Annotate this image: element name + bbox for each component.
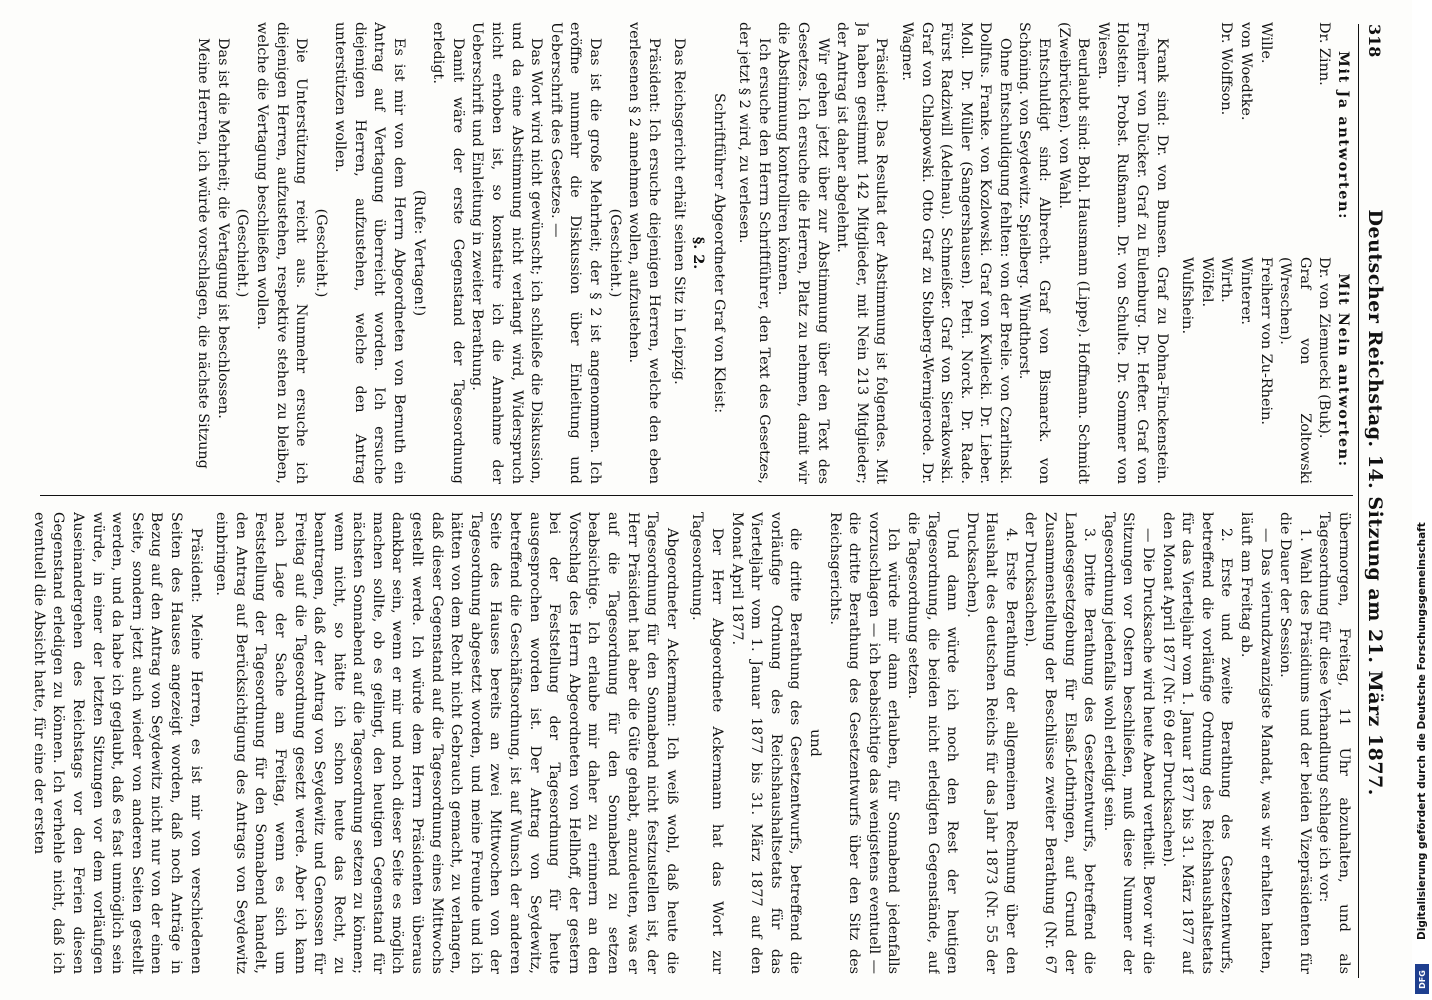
stage-direction: (Geschieht.) xyxy=(312,208,329,298)
praesident-result: Präsident: Das Resultat der Abstimmung ist folgendes. Mit Ja haben gestimmt 142 Mitglieder, mit Nein 213 Mitglieder; der Antrag ist daher abgelehnt. xyxy=(834,22,890,484)
paragraph-text: übermorgen, Freitag, 11 Uhr abzuhalten, und als Tagesordnung für diese Verhandlung schlage ich vor: xyxy=(1316,512,1352,974)
vote-name: Winterer. xyxy=(1238,257,1255,325)
dfg-logo-text: DFG xyxy=(1417,969,1427,989)
paragraph-text: Wir gehen jetzt über zur Abstimmung über den Text des Gesetzes. Ich ersuche die Herren, Platz zu nehmen, damit wir die Abstimmung kontrolliren können. xyxy=(775,22,831,484)
vote-name: Wulfshein. xyxy=(1179,257,1196,335)
vote-lists xyxy=(1177,22,1353,484)
praesident-paragraph: Präsident: Ich ersuche diejenigen Herren, welche den eben verlesenen § 2 annehmen wollen, aufzustehen. xyxy=(626,22,662,484)
dfg-logo xyxy=(1415,964,1429,994)
entschuldigt-paragraph: Entschuldigt sind: Albrecht. Graf von Bismarck. von Schöning. von Seydewitz. Spielberg. Windthorst. xyxy=(1016,22,1053,484)
paragraph-text: Die Unterstützung reicht aus. Nunmehr ersuche ich diejenigen Herren, aufzustehen, respektive stehen zu bleiben, welche die Vertagung beschließen wollen. xyxy=(253,22,310,484)
paragraph-text: Und dann würde ich noch den Rest der heutigen Tagesordnung, die beiden nicht erledigten Gegenstände, auf die Tagesordnung setzen. xyxy=(904,512,961,974)
page-number: 318 xyxy=(1364,24,1384,58)
agenda-item: 2. Erste und zweite Berathung des Gesetzentwurfs, betreffend die vorläufige Ordnung des Reichshaushaltsetats für das Vierteljahr vom 1. Januar 1877 bis 31. März 1877 auf den Monat April 1877 (Nr. 69 der Drucksachen). xyxy=(1159,512,1235,974)
agenda-item: 1. Wahl des Präsidiums und der beiden Vizepräsidenten für die Dauer der Session. xyxy=(1277,512,1313,974)
paragraph-text: Damit wäre der erste Gegenstand der Tagesordnung erledigt. xyxy=(430,22,466,484)
column-divider xyxy=(40,495,1353,496)
section-number: §. 2. xyxy=(690,236,707,270)
votes-no-heading: Mit Nein antworten: xyxy=(1335,273,1352,468)
beurlaubt-paragraph: Beurlaubt sind: Bohl. Hausmann (Lippe). Hoffmann. Schmidt (Zweibrücken). von Wahl. xyxy=(1055,22,1092,484)
votes-no xyxy=(1177,257,1353,484)
krank-paragraph: Krank sind: Dr. von Bunsen. Graf zu Dohna-Finckenstein. Freiherr von Dücker. Graf zu Eulenburg. Dr. Hefter. Graf von Holstein. Probst. Rußmann. Dr. von Schulte. Dr. Sommer von Wiesen. xyxy=(1094,22,1170,484)
paragraph-text: Das ist die Mehrheit; die Vertagung ist beschlossen. xyxy=(214,38,231,419)
speech-ackermann: Abgeordneter Ackermann: Ich weiß wohl, daß heute die Tagesordnung für den Sonnabend nicht festzustellen ist, der Herr Präsident hat aber die Güte gehabt, anzudeuten, was er auf die Tagesordnung für den Sonnabend zu setzen beabsichtige. Ich erlaube mir daher zu erinnern an den Vorschlag des Herrn Abgeordneten von Hellhoff, der gestern bei der Feststellung der Tagesordnung für heute ausgesprochen worden ist. Der Antrag von Seydewitz, betreffend die Geschäftsordnung, ist auf Wunsch der anderen Seite des Hauses bereits an zwei Mittwochen von der Tagesordnung abgesetzt worden, und meine Freunde und ich hätten von dem Recht nicht Gebrauch gemacht, zu verlangen, daß dieser Gegenstand auf die Tagesordnung eines Mittwochs gestellt werde. Ich würde dem Herrn Präsidenten überaus dankbar sein, wenn er mir und noch dieser Seite es möglich machen sollte, ob es gelingt, den heutigen Gegenstand für nächsten Sonnabend auf die Tagesordnung setzen zu können; wenn nicht, so hätte ich schon heute das Recht, zu beantragen, daß der Antrag von Seydewitz und Genossen für Freitag auf die Tagesordnung gesetzt werde. Aber ich kann nach Lage der Sache am Freitag, wenn es sich um Feststellung der Tagesordnung für den Sonnabend handelt, den Antrag auf Berücksichtigung des Antrags von Seydewitz einbringen. xyxy=(213,512,680,974)
vote-name: Dr. Wolffson. xyxy=(1218,22,1235,116)
speech-praesident: Präsident: Meine Herren, es ist mir von verschiedenen Seiten des Hauses angezeigt worden, daß noch Anträge in Bezug auf den Antrag von Seydewitz nicht nur von der einen Seite, sondern jetzt auch wieder von anderen Seiten gestellt werden, und da habe ich geglaubt, daß es fast unmöglich sein würde, in einer der letzten Sitzungen vor dem vorläufigen Auseinandergehen des Reichstags vor den Ferien diesen Gegenstand erledigen zu können. Ich verhehle nicht, daß ich eventuell die Absicht hatte, für eine der ersten xyxy=(30,512,204,974)
vote-name: Dr. von Ziemuecki (Buk). xyxy=(1316,257,1333,439)
paragraph-text: Der Herr Abgeordnete Ackermann hat das Wort zur Tagesordnung. xyxy=(689,512,725,974)
agenda-item: 3. Dritte Berathung des Gesetzentwurfs, betreffend die Landesgesetzgebung für Elsaß-Lothringen, auf Grund der Zusammenstellung der Beschlüsse zweiter Berathung (Nr. 67 der Drucksachen). xyxy=(1022,512,1098,974)
left-column xyxy=(8,22,1353,484)
digitization-sidebar xyxy=(1412,0,1432,1000)
page-title: Deutscher Reichstag. 14. Sitzung am 21. März 1877. xyxy=(1363,209,1386,796)
vote-name xyxy=(1275,22,1295,249)
stage-direction: (Geschieht.) xyxy=(234,208,251,298)
paragraph-text: Ich würde mir dann erlauben, für Sonnabend jedenfalls vorzuschlagen — ich beabsichtige das wenigstens eventuell — die dritte Berathung des Gesetzentwurfs über den Sitz des Reichsgerichts. xyxy=(826,512,902,974)
paragraph-text: Es ist mir von dem Herrn Abgeordneten von Bernuth ein Antrag auf Vertagung überreicht worden. Ich ersuche diejenigen Herren, aufzustehen, welche den Antrag unterstützen wollen. xyxy=(332,22,408,484)
ohne-entschuldigung-paragraph: Ohne Entschuldigung fehlten: von der Brelie. von Czarlinski. Dollfus. Franke. von Kozlowski. Graf von Kwilecki. Dr. Lieber. Moll. Dr. Müller (Sangershausen). Petri. Norck. Dr. Rade. Fürst Radziwill (Adelnau). Schmeißer. Graf von Sierakowski. Graf von Chlapowski. Otto Graf zu Stolberg-Wernigerode. Dr. Wagner. xyxy=(898,22,1013,484)
vote-name: Freiherr von Zu-Rhein. xyxy=(1257,257,1274,425)
stage-direction: (Geschieht.) xyxy=(606,208,623,298)
vote-name: Wille. xyxy=(1257,22,1274,64)
paragraph-text: Meine Herren, ich würde vorschlagen, die nächste Sitzung xyxy=(195,38,212,469)
vote-name: von Woedtke. xyxy=(1238,22,1255,121)
vote-name: Graf von Zoltowski (Wreschen). xyxy=(1277,257,1313,484)
stage-direction: (Rufe: Vertagen!) xyxy=(410,189,427,317)
vote-name: Dr. Zinn. xyxy=(1316,22,1333,86)
right-column xyxy=(8,512,1353,974)
paragraph-text: — Die Drucksache wird heute Abend vertheilt. Bevor wir die Sitzungen vor Ostern beschließen, muß diese Nummer der Tagesordnung jedenfalls wohl erledigt sein. xyxy=(1100,512,1157,974)
vote-name xyxy=(1294,22,1314,249)
connector-word: und xyxy=(806,729,823,757)
paragraph-text: Ich ersuche den Herrn Schriftführer, den Text des Gesetzes, der jetzt § 2 wird, zu verlesen. xyxy=(736,22,772,484)
vote-name: Wirth. xyxy=(1218,257,1235,303)
agenda-item: die dritte Berathung des Gesetzentwurfs, betreffend die vorläufige Ordnung des Reichshaushaltsetats für das Vierteljahr vom 1. Januar 1877 bis 31. März 1877 auf den Monat April 1877. xyxy=(728,512,804,974)
digitization-credit: Digitalisierung gefördert durch die Deutsche Forschungsgemeinschaft xyxy=(1416,522,1428,940)
agenda-item: 4. Erste Berathung der allgemeinen Rechnung über den Haushalt des deutschen Reichs für das Jahr 1873 (Nr. 55 der Drucksachen). xyxy=(963,512,1019,974)
section-text: Das Reichsgericht erhält seinen Sitz in Leipzig. xyxy=(671,38,688,385)
paragraph-text: — Das vierundzwanzigste Mandat, was wir erhalten hatten, läuft am Freitag ab. xyxy=(1238,512,1274,974)
paragraph-text: Das ist die große Mehrheit; der § 2 ist angenommen. Ich eröffne nunmehr die Diskussion über Einleitung und Ueberschrift des Gesetzes. — xyxy=(547,22,604,484)
vote-name: Wölfel. xyxy=(1198,257,1215,308)
page-header xyxy=(1358,24,1389,978)
schriftfuehrer-line: Schriftführer Abgeordneter Graf von Kleist: xyxy=(710,92,727,414)
votes-yes xyxy=(1177,22,1353,249)
votes-yes-heading: Mit Ja antworten: xyxy=(1335,51,1352,220)
paragraph-text: Das Wort wird nicht gewünscht; ich schließe die Diskussion, und da eine Abstimmung nicht verlangt wird, Widerspruch nicht erhoben ist, so konstatire ich die Annahme der Ueberschrift und Einleitung in zweiter Berathung. xyxy=(469,22,545,484)
